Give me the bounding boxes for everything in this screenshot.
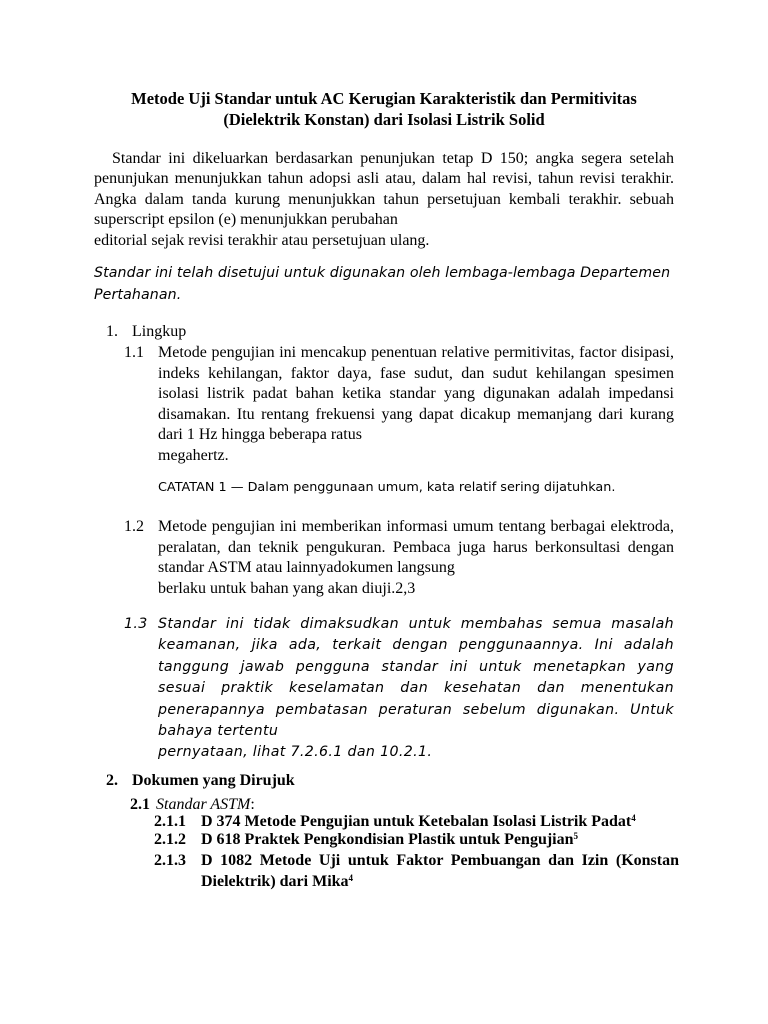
section-1-number: 1. — [106, 323, 118, 340]
item-1-2 — [124, 517, 674, 599]
ref-2-1-1-footnote: 4 — [631, 813, 636, 823]
ref-2-1-3 — [154, 850, 679, 892]
item-1-2-number: 1.2 — [124, 518, 144, 535]
title-line-2: (Dielektrik Konstan) dari Isolasi Listrik Solid — [223, 110, 545, 129]
item-1-3-text: Standar ini tidak dimaksudkan untuk membahas semua masalah keamanan, jika ada, terkait dengan penggunaannya. Ini adalah tanggung jawab pengguna standar ini untuk menetapkan yang sesuai praktik keselamatan dan kesehatan dan menentukan penerapannya pembatasan peraturan sebelum digunakan. Untuk bahaya tertentu — [158, 616, 674, 740]
item-1-2-text: Metode pengujian ini memberikan informasi umum tentang berbagai elektroda, peralatan, dan teknik pengukuran. Pembaca juga harus berkonsultasi dengan standar ASTM atau lainnyadokumen langsung — [158, 518, 674, 576]
intro-text: Standar ini dikeluarkan berdasarkan penunjukan tetap D 150; angka segera setelah penunjukan menunjukkan tahun adopsi asli atau, dalam hal revisi, tahun revisi terakhir. Angka dalam tanda kurung menunjukkan tahun persetujuan kembali terakhir. sebuah superscript epsilon (e) menunjukkan perubahan — [94, 150, 674, 229]
subsection-2-1-label: Standar ASTM — [156, 796, 251, 813]
section-1-heading — [106, 322, 186, 342]
ref-2-1-3-text: D 1082 Metode Uji untuk Faktor Pembuangan dan Izin (Konstan Dielektrik) dari Mika — [201, 852, 679, 890]
section-2-number: 2. — [106, 772, 118, 789]
intro-paragraph — [94, 149, 674, 251]
ref-2-1-2-number: 2.1.2 — [154, 831, 186, 848]
intro-last-line: editorial sejak revisi terakhir atau persetujuan ulang. — [94, 231, 430, 249]
item-1-1 — [124, 343, 674, 466]
subsection-2-1-colon: : — [250, 796, 255, 813]
item-1-3-number: 1.3 — [124, 616, 148, 632]
item-1-3 — [124, 614, 674, 764]
section-2-title: Dokumen yang Dirujuk — [132, 772, 295, 789]
title-line-1: Metode Uji Standar untuk AC Kerugian Karakteristik dan Permitivitas — [131, 89, 637, 108]
item-1-1-number: 1.1 — [124, 344, 144, 361]
ref-2-1-1-text: D 374 Metode Pengujian untuk Ketebalan Isolasi Listrik Padat — [201, 813, 632, 830]
ref-2-1-2-text: D 618 Praktek Pengkondisian Plastik untuk Pengujian — [201, 831, 574, 848]
section-1-title: Lingkup — [132, 323, 187, 340]
item-1-1-last-line: megahertz. — [158, 446, 229, 464]
item-1-2-last-line: berlaku untuk bahan yang akan diuji.2,3 — [158, 579, 416, 597]
document-title — [94, 88, 674, 130]
note-1: CATATAN 1 — Dalam penggunaan umum, kata relatif sering dijatuhkan. — [158, 480, 616, 495]
item-1-1-text: Metode pengujian ini mencakup penentuan relative permitivitas, factor disipasi, indeks kehilangan, faktor daya, fase sudut, dan sudut kehilangan spesimen isolasi listrik padat bahan ketika standar yang digunakan adalah impedansi disamakan. Itu rentang frekuensi yang dapat dicakup memanjang dari kurang dari 1 Hz hingga beberapa ratus — [158, 344, 674, 443]
ref-2-1-2-footnote: 5 — [573, 831, 579, 841]
section-2-heading — [106, 771, 295, 791]
ref-2-1-2 — [154, 829, 679, 850]
ref-2-1-3-number: 2.1.3 — [154, 852, 186, 869]
ref-2-1-3-footnote: 4 — [348, 873, 354, 883]
item-1-3-last-line: pernyataan, lihat 7.2.6.1 dan 10.2.1. — [158, 744, 433, 761]
ref-2-1-1-number: 2.1.1 — [154, 813, 186, 830]
subsection-2-1-number: 2.1 — [130, 796, 150, 813]
approval-statement: Standar ini telah disetujui untuk digunakan oleh lembaga-lembaga Departemen Pertahanan. — [94, 265, 671, 303]
